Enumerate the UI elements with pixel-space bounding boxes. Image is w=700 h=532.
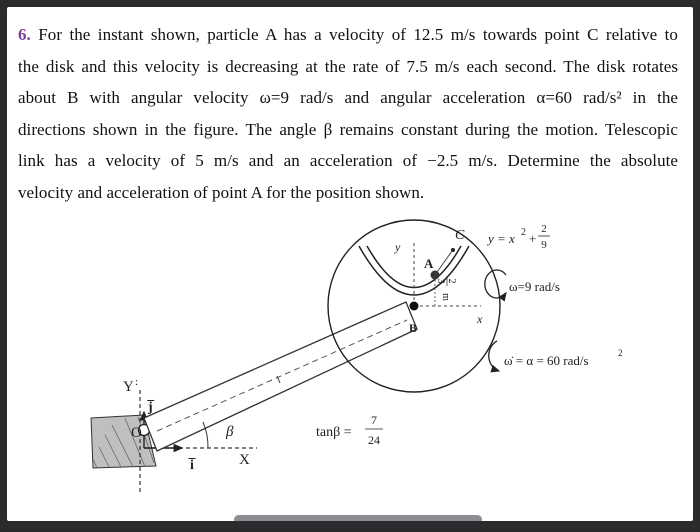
problem-line-5: link has a velocity of 5 m/s and an acceleration of −2.5 m/s. Determine the absolute	[18, 151, 678, 171]
mechanism-figure	[7, 7, 693, 521]
unit-vector-i-label: i̅	[190, 458, 194, 473]
alpha-label: ω̇ = α = 60 rad/s	[504, 353, 589, 368]
beta-label: β	[226, 424, 234, 440]
tan-beta-formula	[316, 413, 383, 447]
alpha-exponent: 2	[618, 348, 623, 358]
svg-text:2: 2	[521, 227, 526, 238]
problem-line-4: directions shown in the figure. The angle β remains constant during the motion. Telescopic	[18, 119, 678, 139]
point-o-label: O	[131, 425, 142, 441]
svg-text:m: m	[440, 293, 451, 301]
problem-line-1: 6. For the instant shown, particle A has a velocity of 12.5 m/s towards point C relative to	[18, 25, 678, 44]
point-a-label: A	[424, 256, 434, 271]
svg-text:7: 7	[371, 413, 377, 427]
horizontal-scrollbar[interactable]	[234, 515, 482, 521]
svg-text:+: +	[529, 231, 537, 246]
svg-text:24: 24	[368, 433, 380, 447]
axis-y-local-label: y	[395, 240, 401, 254]
axis-x-global-label: X	[239, 452, 250, 468]
problem-line-3: about B with angular velocity ω=9 rad/s and angular acceleration α=60 rad/s² in the	[18, 88, 678, 108]
omega-label: ω=9 rad/s	[509, 279, 560, 294]
axis-y-global-label: Y	[123, 379, 134, 395]
svg-text:2: 2	[541, 223, 547, 235]
point-c-dot	[451, 248, 455, 252]
svg-text:y = x: y = x	[488, 231, 515, 246]
svg-text:9: 9	[541, 239, 547, 251]
axis-y-global-mark: :	[135, 376, 139, 388]
question-number: 6.	[18, 25, 31, 44]
omega-arrow	[485, 270, 506, 298]
problem-page	[7, 7, 693, 521]
point-c-label: C	[455, 228, 465, 243]
unit-vector-j-label: j̅	[148, 400, 153, 415]
problem-line-2: the disk and this velocity is decreasing at the rate of 7.5 m/s each second. The disk rotates	[18, 56, 678, 76]
point-b-label: B	[409, 321, 418, 335]
disk-center-b	[410, 302, 419, 311]
svg-text:tanβ =: tanβ =	[316, 425, 352, 440]
svg-text:2: 2	[446, 278, 457, 284]
dimension-label	[435, 276, 457, 301]
svg-text:3: 3	[435, 278, 446, 284]
curve-equation	[486, 223, 550, 251]
axis-x-local-label: x	[477, 312, 483, 326]
problem-line-6: velocity and acceleration of point A for the position shown.	[18, 182, 425, 202]
